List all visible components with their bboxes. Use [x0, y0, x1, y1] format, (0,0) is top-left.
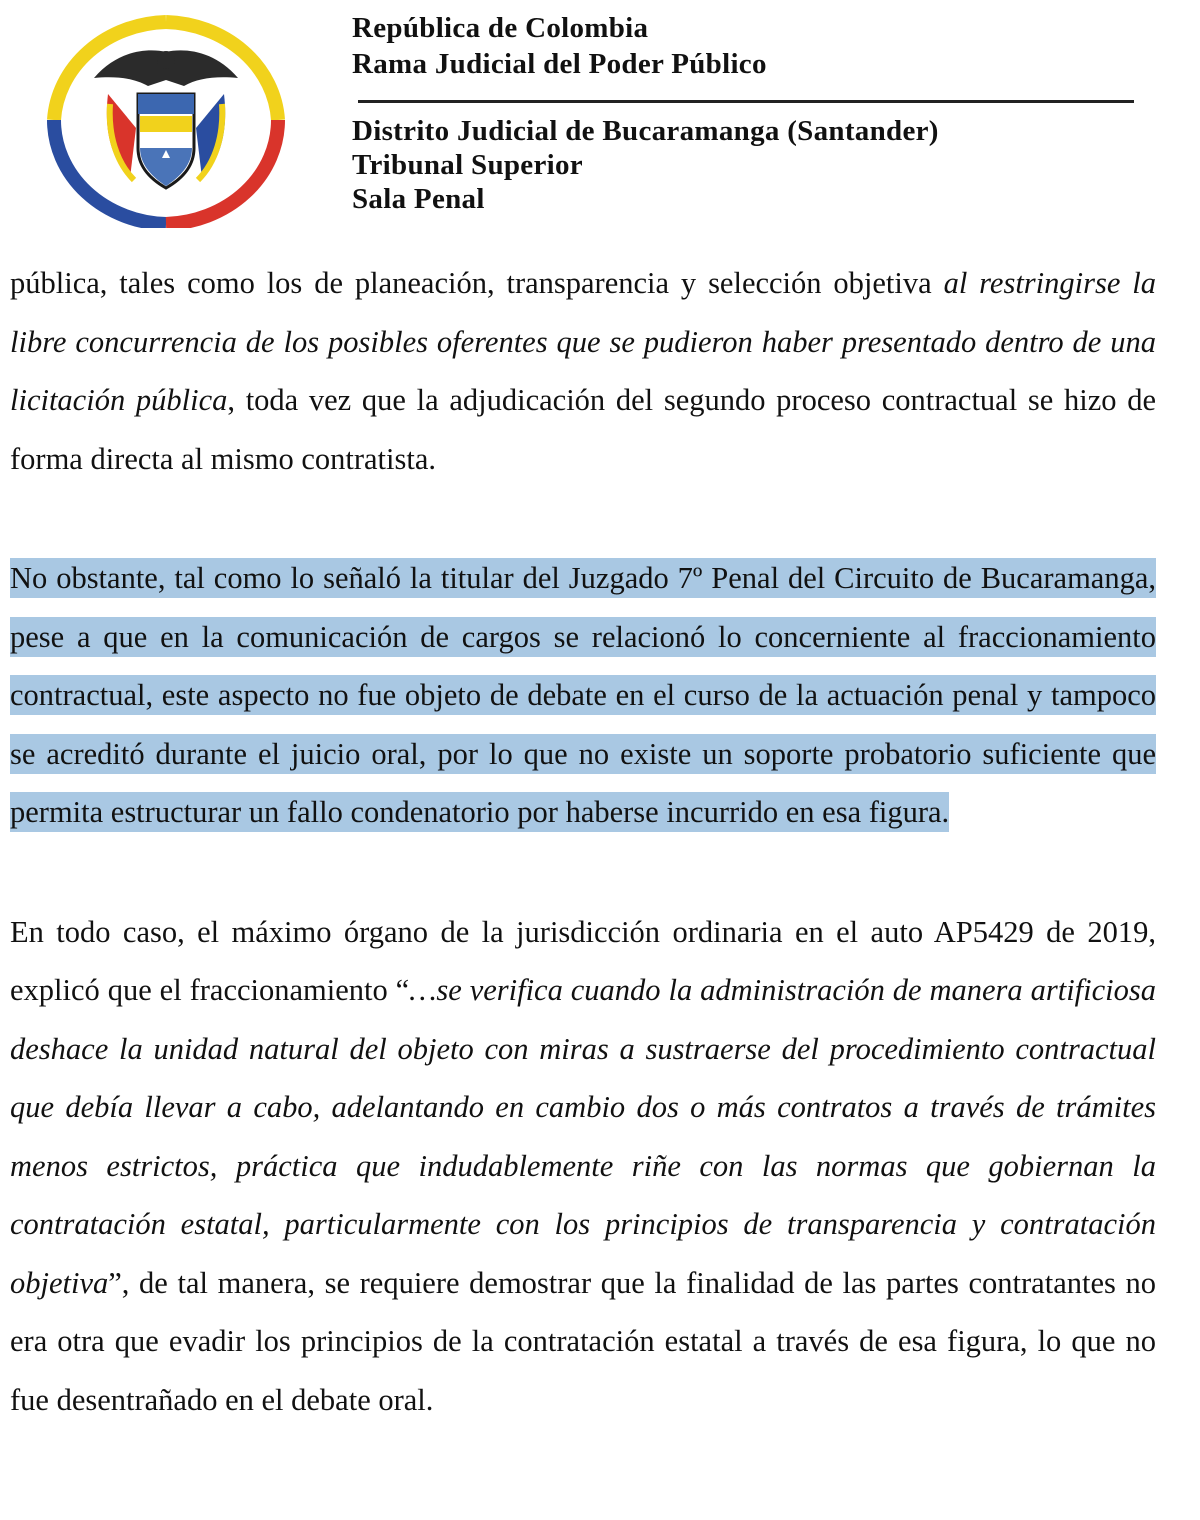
document-body [10, 254, 1156, 1429]
paragraph-1-text-end: , toda vez que la adjudicación del segundo proceso contractual se hizo de forma directa al mismo contratista. [10, 383, 1156, 476]
header-tribunal: Tribunal Superior [352, 149, 583, 181]
coat-of-arms-seal-icon [38, 8, 294, 228]
highlighted-selection[interactable]: No obstante, tal como lo señaló la titular del Juzgado 7º Penal del Circuito de Bucaramanga, pese a que en la comunicación de cargos se relacionó lo concerniente al fraccionamiento contractual, este aspecto no fue objeto de debate en el curso de la actuación penal y tampoco se acreditó durante el juicio oral, por lo que no existe un soporte probatorio suficiente que permita estructurar un fallo condenatorio por haberse incurrido en esa figura. [10, 558, 1156, 832]
header-court [352, 114, 939, 216]
header-institution [352, 10, 767, 82]
document-header [0, 0, 1200, 240]
header-country: República de Colombia [352, 12, 649, 44]
header-branch: Rama Judicial del Poder Público [352, 48, 767, 80]
paragraph-2-highlighted[interactable] [10, 549, 1156, 842]
paragraph-1-italic: al restringirse la libre concurrencia de los posibles oferentes que se pudieron haber presentado dentro de una licitación pública [10, 266, 1156, 417]
header-chamber: Sala Penal [352, 183, 485, 215]
paragraph-1-text: pública, tales como los de planeación, transparencia y selección objetiva [10, 266, 944, 300]
paragraph-1 [10, 254, 1156, 488]
header-district: Distrito Judicial de Bucaramanga (Santander) [352, 115, 939, 147]
header-divider [358, 100, 1134, 103]
paragraph-3-text: En todo caso, el máximo órgano de la jurisdicción ordinaria en el auto AP5429 de 2019, explicó que el fraccionamiento “ [10, 914, 1156, 1007]
paragraph-3 [10, 903, 1156, 1430]
paragraph-3-quote: …se verifica cuando la administración de manera artificiosa deshace la unidad natural del objeto con miras a sustraerse del procedimiento contractual que debía llevar a cabo, adelantando en cambio dos o más contratos a través de trámites menos estrictos, práctica que indudablemente riñe con las normas que gobiernan la contratación estatal, particularmente con los principios de transparencia y contratación objetiva [10, 973, 1156, 1300]
paragraph-3-text-end: ”, de tal manera, se requiere demostrar que la finalidad de las partes contratantes no era otra que evadir los principios de la contratación estatal a través de esa figura, lo que no fue desentrañado en el debate oral. [10, 1265, 1156, 1417]
